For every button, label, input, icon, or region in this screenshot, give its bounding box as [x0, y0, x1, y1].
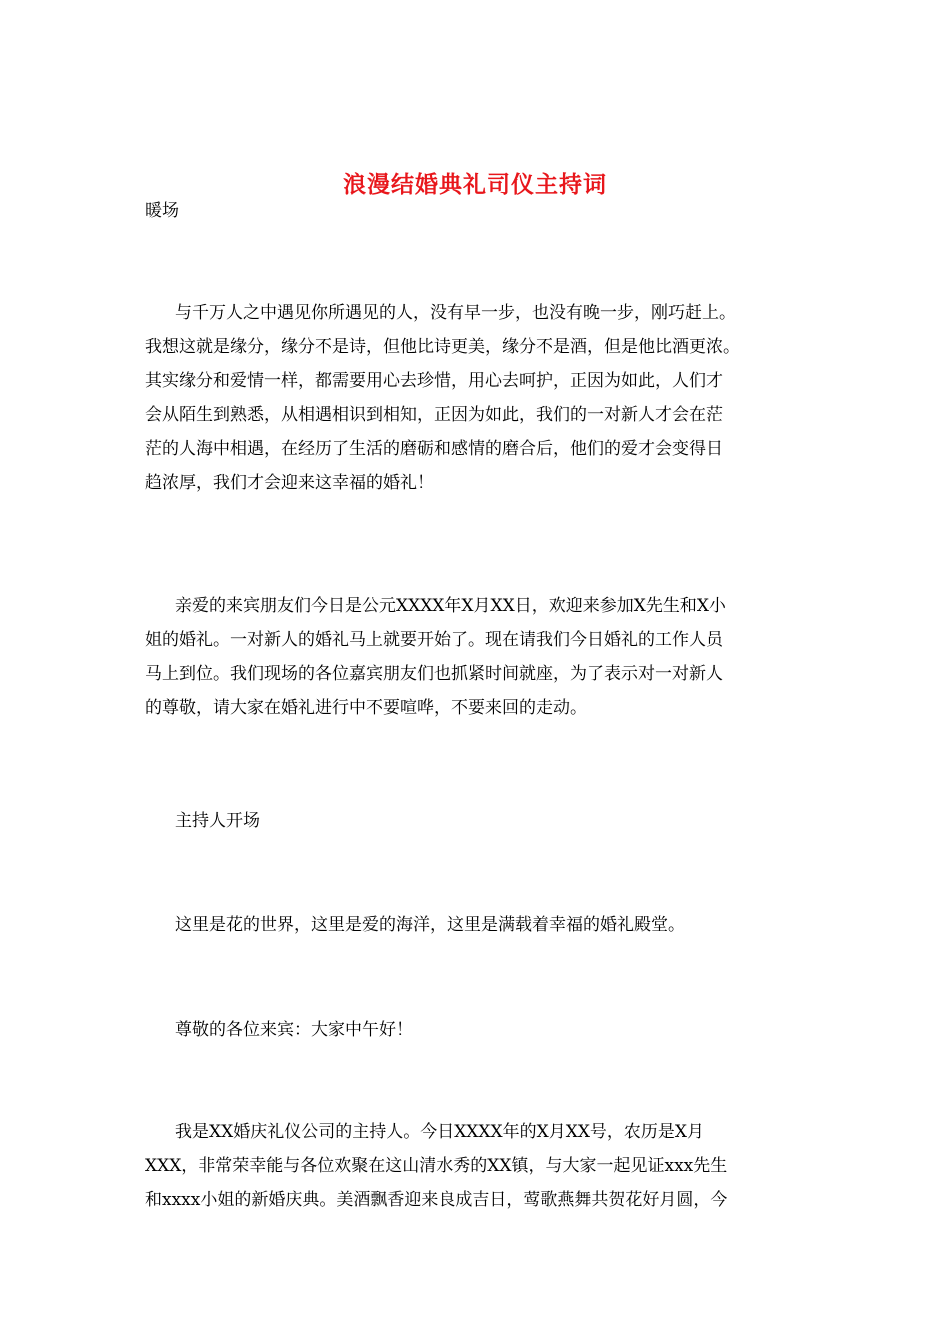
paragraph-5	[145, 1013, 805, 1047]
paragraph-line: 趋浓厚，我们才会迎来这幸福的婚礼！	[145, 473, 434, 493]
paragraph-line: 和xxxx小姐的新婚庆典。美酒飘香迎来良成吉日，莺歌燕舞共贺花好月圆，今	[145, 1190, 728, 1210]
paragraph-4	[145, 908, 805, 942]
section-heading-host-opening	[145, 804, 805, 838]
paragraph-line: 马上到位。我们现场的各位嘉宾朋友们也抓紧时间就座，为了表示对一对新人	[145, 664, 723, 684]
paragraph-2	[145, 589, 805, 725]
paragraph-line: 会从陌生到熟悉，从相遇相识到相知，正因为如此，我们的一对新人才会在茫	[145, 405, 723, 425]
paragraph-line: 主持人开场	[175, 811, 260, 831]
section-heading-warmup: 暖场	[145, 201, 179, 221]
paragraph-line: 我是XX婚庆礼仪公司的主持人。今日XXXX年的X月XX号，农历是X月	[175, 1122, 705, 1142]
paragraph-line: 的尊敬，请大家在婚礼进行中不要喧哗，不要来回的走动。	[145, 698, 587, 718]
paragraph-line: 姐的婚礼。一对新人的婚礼马上就要开始了。现在请我们今日婚礼的工作人员	[145, 630, 723, 650]
paragraph-line: 与千万人之中遇见你所遇见的人，没有早一步，也没有晚一步，刚巧赶上。	[175, 303, 736, 323]
paragraph-line: 这里是花的世界，这里是爱的海洋，这里是满载着幸福的婚礼殿堂。	[175, 915, 685, 935]
paragraph-1	[145, 296, 805, 500]
paragraph-line: 尊敬的各位来宾：大家中午好！	[175, 1020, 413, 1040]
paragraph-line: 其实缘分和爱情一样，都需要用心去珍惜，用心去呵护，正因为如此，人们才	[145, 371, 723, 391]
document-title: 浪漫结婚典礼司仪主持词	[343, 171, 607, 199]
paragraph-6	[145, 1115, 805, 1217]
paragraph-line: XXX，非常荣幸能与各位欢聚在这山清水秀的XX镇，与大家一起见证xxx先生	[145, 1156, 728, 1176]
paragraph-line: 亲爱的来宾朋友们今日是公元XXXX年X月XX日，欢迎来参加X先生和X小	[175, 596, 726, 616]
paragraph-line: 我想这就是缘分，缘分不是诗，但他比诗更美，缘分不是酒，但是他比酒更浓。	[145, 337, 740, 357]
paragraph-line: 茫的人海中相遇，在经历了生活的磨砺和感情的磨合后，他们的爱才会变得日	[145, 439, 723, 459]
